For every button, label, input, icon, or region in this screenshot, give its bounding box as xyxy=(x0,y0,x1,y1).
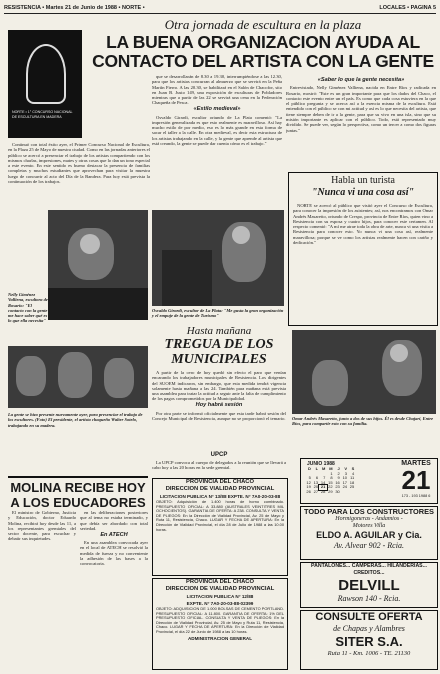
header-left: RESISTENCIA • Martes 21 de Junio de 1988 • NORTE • xyxy=(4,5,145,11)
ad-title-1: PROVINCIA DEL CHACO xyxy=(186,479,254,485)
molina-col1 xyxy=(8,510,76,668)
main-article-col1 xyxy=(8,142,150,204)
calendar-weekday: M xyxy=(329,466,333,471)
calendar-box xyxy=(300,458,438,504)
ad-line: Hormigoneras - Andamios - xyxy=(335,516,403,522)
ad-line: Ruta 11 - Km. 1006 - TE. 21130 xyxy=(327,650,411,657)
ad-line: DELVILL xyxy=(338,577,400,594)
calendar-day: 1 xyxy=(330,470,333,476)
ad-line: SITER S.A. xyxy=(335,634,403,649)
calendar-day: 17 xyxy=(342,479,348,485)
article-paragraph: La UPCP convoca al cuerpo de delegados a la reunión que se llevará a cabo hoy a las 20 horas en la sede gremial. xyxy=(152,460,286,471)
main-kicker: Otra jornada de escultura en la plaza xyxy=(164,17,362,32)
ad-title-1: PROVINCIA DEL CHACO xyxy=(186,579,254,585)
calendar-day: 20 xyxy=(313,484,319,490)
page-header xyxy=(4,3,436,14)
upcp-text xyxy=(152,460,286,474)
calendar-weekday: S xyxy=(351,466,355,471)
truce-kicker: Hasta mañana xyxy=(186,325,252,337)
ad-line: CONSULTE OFERTA xyxy=(315,611,423,623)
ad-title-2: DIRECCION DE VIALIDAD PROVINCIAL xyxy=(165,586,275,592)
article-paragraph: En una asamblea convocada ayer en el local de ATECH se resolvió la medida de fuerza y no conveniente la adhesión de las bases a la convocatoria. xyxy=(80,539,148,567)
ad-line-2: EXPTE. N° 7A0-20-03-88-02399 xyxy=(186,601,254,606)
main-article-col3 xyxy=(286,77,436,169)
truce-title-2: MUNICIPALES xyxy=(171,352,267,367)
article-paragraph: Osvaldo Girardi, escultor oriundo de La Plata comentó: "La impresión generalizada es que esto realmente es maravilloso. Así hay mucho estilo de por medio, eso es lo más grande en esta forma de sacar el taller a la calle. En otra medieval, es decir esta estructura de los artistas trabajando en la calle, y la gente que aprende al artista que está creando, la gente se puede dar cuenta cómo es el trabajo." xyxy=(152,114,282,147)
article-paragraph: Entrevistado, Nelly Giménez Valliena, nacida en Entre Ríos y radicada en Rosario, mostró: "Este es un gran importante para que los dados del Chaco, el contacto este evento entre un el país. Es como que cada cosa estuviera en la que el público pregunta y se acerca así a la esencia misma de la escultura. Está entendido con el público se con mi actitud y así es lo que necesita del artista, que tiene siempre deben de ir a la gente, para que su vivo en una isla, sino que su misión importante es aplicar con el público. Todo, está representado muy dividido. Se puede ver, según lo perspectiva, como un tercer a como dos figuras juntas." xyxy=(286,85,436,133)
molina-title: MOLINA RECIBE HOY A LOS EDUCADORES xyxy=(10,480,146,510)
truce-subhead: Hoy habrá sesión xyxy=(195,402,243,409)
molina-col2 xyxy=(80,510,148,668)
calendar-day: 12 xyxy=(306,479,311,485)
ad-siter xyxy=(300,610,438,670)
article-paragraph: El ministro de Gobierno, Justicia y Educación, doctor Eduardo Molina, recibirá hoy desde las 11, a los representantes gremiales del sector docente, para escuchar y debatir sus inquietudes. xyxy=(8,510,76,542)
upcp-title: UPCP xyxy=(210,452,228,458)
photo-caption: Osvaldo Girardi, escultor de La Plata: "Me gusta la gran organización y el empuje de la gente de Turismo" xyxy=(152,308,284,319)
calendar-day: 9 xyxy=(337,475,340,481)
truce-article xyxy=(152,325,286,367)
ad-title-2: DIRECCION DE VIALIDAD PROVINCIAL xyxy=(165,486,275,492)
calendar-day: 3 xyxy=(344,470,348,476)
ad-line: TODO PARA LOS CONSTRUCTORES xyxy=(304,507,434,516)
photo-caption: Omar Andrés Masaretto, junto a dos de sus hijos. Él es desde Chajarí, Entre Ríos, para compartir esto con su familia. xyxy=(292,416,434,427)
header-right: LOCALES • PAGINA 5 xyxy=(379,5,436,11)
calendar-weekday: M xyxy=(321,466,326,471)
calendar-day-name: MARTES xyxy=(401,460,431,467)
tourist-kicker: Habla un turista xyxy=(331,175,395,186)
calendar-day: 26 xyxy=(306,488,311,494)
vialidad-ad-1 xyxy=(152,478,288,576)
calendar-day: 24 xyxy=(342,484,348,490)
truce-text xyxy=(152,370,286,452)
sculpture-figure-icon xyxy=(26,44,66,104)
article-paragraph: Por otra parte se informó oficialmente que esta tarde habrá sesión del Concejo Municipal de Resistencia, aunque no se proporcionó el temario. xyxy=(152,410,286,421)
photo-caption: Nelly Giménez Valliena, escultora de Rosario: "El contacto con la gente me hace saber qué es lo que ella necesita" xyxy=(8,292,48,324)
ad-delvill xyxy=(300,562,438,608)
ad-line: Av. Alvear 902 - Rcia. xyxy=(334,541,404,550)
calendar-day: 2 xyxy=(337,470,340,476)
ad-line-1: LICITACION PUBLICA N° 12/88 xyxy=(186,594,254,599)
calendar-month: JUNIO 1988 xyxy=(307,461,335,467)
truce-title-1: TREGUA DE LOS xyxy=(164,337,274,352)
main-headline xyxy=(90,33,436,71)
calendar-day: 30 xyxy=(335,488,340,494)
vialidad-ad-2 xyxy=(152,578,288,670)
headline-line-1: LA BUENA ORGANIZACION AYUDA AL xyxy=(106,32,420,52)
photo-caption: La gente se hizo presente nuevamente ayer, para presenciar el trabajo de los escultores. (Foto) El presidente, el artista chaqueño Walter Sotelo, trabajando en su madera. xyxy=(8,412,143,428)
calendar-day: 5 xyxy=(308,475,311,481)
photo-sculptor-man xyxy=(152,210,284,306)
ad-text: OBJETO: Adquisición de 1.400 horas de horno combinado. PRESUPUESTO OFICIAL: A 33.880 (AUSTRALES VEINTITRES MIL OCHOCIENTOS). GARANTIA DE OFERTA: A 238. CONSULTA Y VENTA DE PLIEGOS: En la Dirección de Vialidad Provincial, Av. 25 de Mayo y Ruta 11, Resistencia, Chaco. LUGAR Y FECHA DE APERTURA: En la Dirección de Vialidad Provincial, el día 28 de Julio de 1988 a las 10.00 horas. xyxy=(156,499,284,532)
calendar-day: 10 xyxy=(342,475,348,481)
calendar-day: 27 xyxy=(313,488,319,494)
calendar-day: 23 xyxy=(335,484,340,490)
article-paragraph: en las deliberaciones posteriores que al tema no estaba terminado, y que debía ser abordado con total seriedad. xyxy=(80,510,148,531)
headline-line-2: CONTACTO DEL ARTISTA CON LA GENTE xyxy=(92,51,434,71)
calendar-day: 13 xyxy=(313,479,319,485)
calendar-day: 14 xyxy=(320,479,326,485)
calendar-day: 21 xyxy=(320,484,326,490)
calendar-day-number: 21 xyxy=(401,465,431,495)
molina-subhead: En ATECH xyxy=(100,531,128,538)
main-article-col2 xyxy=(152,74,282,204)
contest-logo xyxy=(8,30,82,138)
tourist-box xyxy=(288,172,438,326)
calendar-extra: 173 - 193 1988 6 xyxy=(401,494,431,498)
calendar-day: 11 xyxy=(350,475,355,481)
calendar-day: 29 xyxy=(328,488,333,494)
calendar-weekday: J xyxy=(337,466,340,471)
ad-line: Motores Villa xyxy=(352,523,386,529)
calendar-day: 4 xyxy=(352,470,355,476)
photo-crowd xyxy=(8,346,148,408)
tourist-title: "Nunca vi una cosa así" xyxy=(311,187,415,198)
calendar-day xyxy=(341,490,348,495)
molina-article xyxy=(8,476,148,510)
article-subhead: «Saber lo que la gente necesita» xyxy=(317,77,405,83)
ad-line: Rawson 140 - Rcia. xyxy=(337,594,401,603)
ad-constructores xyxy=(300,506,438,560)
ad-line: ELDO A. AGUILAR y Cia. xyxy=(316,530,422,540)
article-paragraph: NORTE se acercó al público que visitó ayer el Concurso de Escultura, para conocer la impresión de los asistentes; así, nos encontramos con Omar Andrés Masaretto, oriundo de Crespo, provincia de Entre Ríos, quien vino a Resistencia con su esposa y cuatro hijos, para conocer este certamen. Al respecto comentó: "A mí me atrae toda la obra de arte, nunca vi una visita a Resistencia para conocer esto. Yo nunca vi una cosa así, realmente maravillosa; porque se ve como los artistas realmente hacen con cariño y dedicación." xyxy=(293,203,433,246)
ad-line-1: LICITACION PUBLICA N° 13/88 EXPTE. N° 7A0-20-03-88 xyxy=(159,494,281,499)
calendar-day: 16 xyxy=(335,479,340,485)
article-subhead: «Estilo medieval» xyxy=(193,106,241,113)
article-paragraph: que se desarrollarán de 8.30 a 19.30, interrumpiéndose a las 12.30, para que los artistas concurran al almuerzo que se servirá en la Peña Martín Fierro. A las 20.30, se habilitará en el Salón de Chacofor, sito en Juan B. Justo 149, una exposición de esculturas de Pobladores mientras que a partir de las 22 se servirá una cena en la Federación Chaqueña de Pesca. xyxy=(152,74,282,106)
calendar-day: 25 xyxy=(349,484,355,490)
calendar-day: 6 xyxy=(315,475,319,481)
calendar-weekday: V xyxy=(344,466,348,471)
tourist-text xyxy=(293,203,433,321)
calendar-day: 15 xyxy=(328,479,333,485)
calendar-weekday: D xyxy=(307,466,311,471)
article-paragraph: A partir de la cero de hoy quedó sin efecto el paro que venían encarando los trabajadores municipales de Resistencia. Los dirigentes del SUOEM indicaron, sin embargo, que esta medida tendrá vigencia solamente hasta mañana a las 24. También para mañana está prevista una asamblea para tratar la actitud a seguir ante la falta de cumplimiento de los pagos comprometidos por la Municipalidad. xyxy=(152,370,286,402)
ad-footer: ADMINISTRACION GENERAL xyxy=(187,635,253,641)
ad-line: de Chapas y Alambres xyxy=(333,624,405,633)
calendar-day: 8 xyxy=(330,475,333,481)
photo-tourist-family xyxy=(292,330,436,414)
calendar-day: 18 xyxy=(349,479,355,485)
calendar-day: 22 xyxy=(328,484,333,490)
calendar-day: 28 xyxy=(320,488,326,494)
logo-text: NORTE • 1° CONCURSO NACIONAL DE ESCULTURA EN MADERA xyxy=(12,110,73,119)
photo-sculptor-woman xyxy=(48,210,148,320)
calendar-day xyxy=(348,490,355,495)
article-paragraph: Continuó con total éxito ayer, el Primer Concurso Nacional de Escultura, en la Plaza 25 de Mayo de nuestra ciudad. Como en las jornadas anteriores el público se acercó a presenciar el trabajo de los artistas compartiendo con los mismos charlas, impresiones, mates y otras cosas que lo dan un tono especial a este evento. En este sentido es bueno destacar la presencia de familias completas y muchos estudiantes que aprovechan para visitar la muestra luego de concurrir al acto del Día de la Bandera. Para hoy está prevista la continuación de los trabajos. xyxy=(8,142,150,185)
calendar-day: 19 xyxy=(306,484,311,490)
calendar-day: 7 xyxy=(323,475,326,481)
calendar-grid xyxy=(305,467,356,495)
calendar-weekday: L xyxy=(315,466,319,471)
ad-text: OBJETO: ADQUISICION DE 1.000 BOLSAS DE CEMENTO PORTLAND. PRESUPUESTO OFICIAL: A 11.800. GARANTIA DE OFERTA: 1% DEL PRESUPUESTO OFICIAL. CONSULTA Y VENTA DE PLIEGOS: En la Dirección de Vialidad Provincial, Av. 25 de Mayo y Ruta 11, Resistencia, Chaco. LUGAR Y FECHA DE APERTURA: En la Dirección de Vialidad Provincial, el día 22 de Junio de 1988 a las 10 horas. xyxy=(156,606,284,634)
calendar-week xyxy=(305,490,356,495)
ad-line: PANTALONES... CAMPERAS... HILANDERIAS... CREDITOS... xyxy=(311,563,427,576)
